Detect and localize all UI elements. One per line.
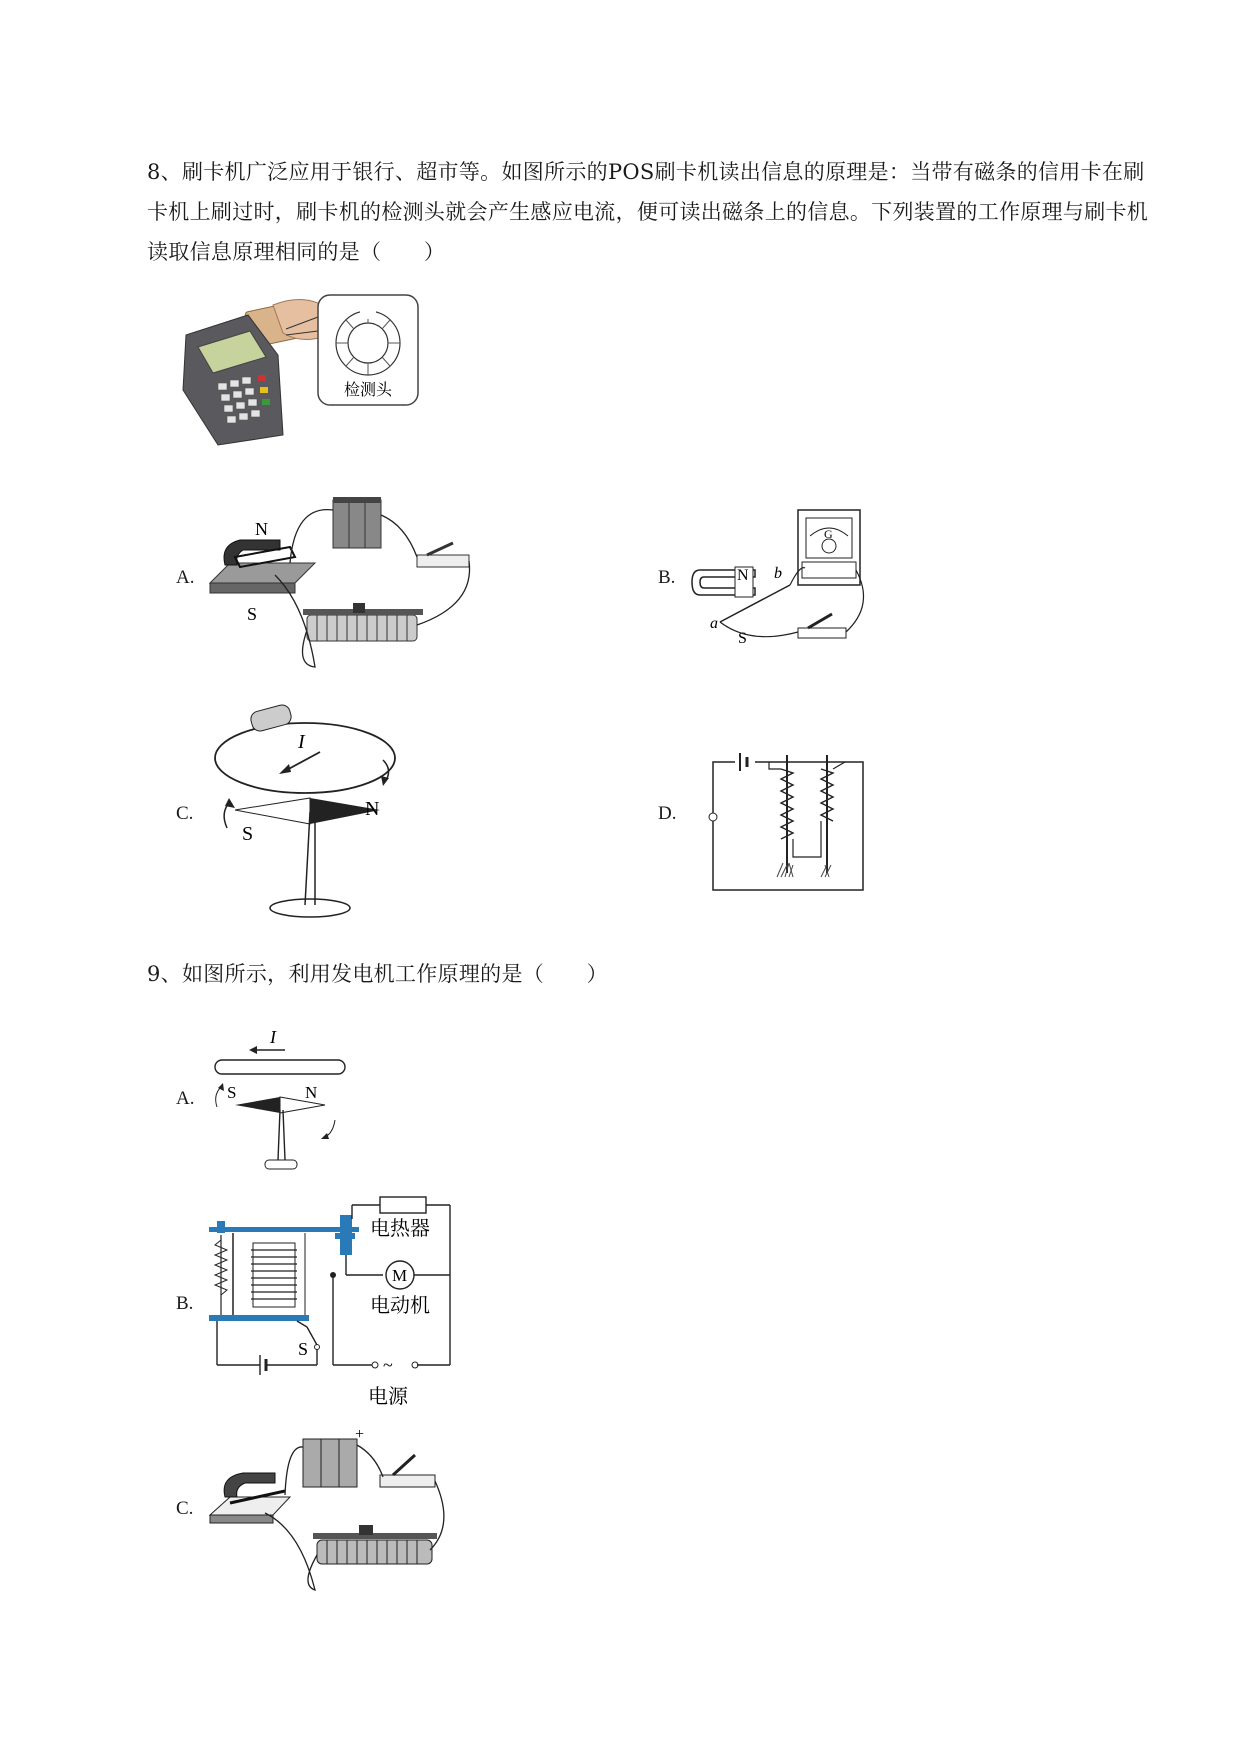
q8c-pole-s: S <box>242 823 254 845</box>
q8c-current: I <box>298 731 305 753</box>
pos-caption: 检测头 <box>343 382 393 399</box>
q9-option-b-label[interactable]: B. <box>176 1293 194 1314</box>
q9-option-b-figure <box>205 1205 465 1420</box>
pos-terminal-figure <box>178 295 478 450</box>
q8-option-d-figure <box>705 745 865 895</box>
q9b-motor-symbol: M <box>392 1266 408 1285</box>
q8-option-d-label[interactable]: D. <box>658 803 677 824</box>
q8a-magnet-n: N <box>255 519 268 539</box>
q8-option-c-figure <box>205 700 405 920</box>
q8b-meter-symbol: G <box>824 527 833 541</box>
q9-option-c-label[interactable]: C. <box>176 1498 194 1519</box>
q9-option-c-figure <box>205 1425 465 1595</box>
q9b-switch: S <box>298 1339 309 1359</box>
q8a-magnet-s: S <box>247 604 258 624</box>
q8b-wire-a: a <box>710 615 718 632</box>
q9a-current: I <box>270 1027 276 1047</box>
q9-option-a-label[interactable]: A. <box>176 1088 195 1109</box>
q8-option-c-label[interactable]: C. <box>176 803 194 824</box>
question-8-text: 8、刷卡机广泛应用于银行、超市等。如图所示的POS刷卡机读出信息的原理是：当带有磁条的信用卡在刷卡机上刷过时，刷卡机的检测头就会产生感应电流，便可读出磁条上的信息。下列装置的工作原理与刷卡机读取信息原理相同的是（ ） <box>147 160 1149 264</box>
q9a-pole-n: N <box>305 1083 318 1102</box>
q8b-magnet-s: S <box>738 630 747 647</box>
q8b-wire-b: b <box>774 565 782 582</box>
q9b-heater: 电热器 <box>370 1218 430 1240</box>
q9b-ac-symbol: ~ <box>383 1355 393 1375</box>
q9b-motor: 电动机 <box>370 1295 430 1317</box>
question-9-text: 9、如图所示，利用发电机工作原理的是（ ） <box>147 962 608 986</box>
q9c-battery-plus: + <box>355 1426 365 1443</box>
q9a-pole-s: S <box>227 1083 237 1102</box>
q8-option-b-figure <box>690 510 890 650</box>
q8b-magnet-n: N <box>737 567 749 584</box>
q9b-power: 电源 <box>368 1386 408 1408</box>
q8-option-b-label[interactable]: B. <box>658 567 676 588</box>
q8-option-a-label[interactable]: A. <box>176 567 195 588</box>
q8c-pole-n: N <box>365 798 380 820</box>
q9-option-a-figure <box>205 1025 365 1180</box>
q8-option-a-figure <box>205 485 485 670</box>
